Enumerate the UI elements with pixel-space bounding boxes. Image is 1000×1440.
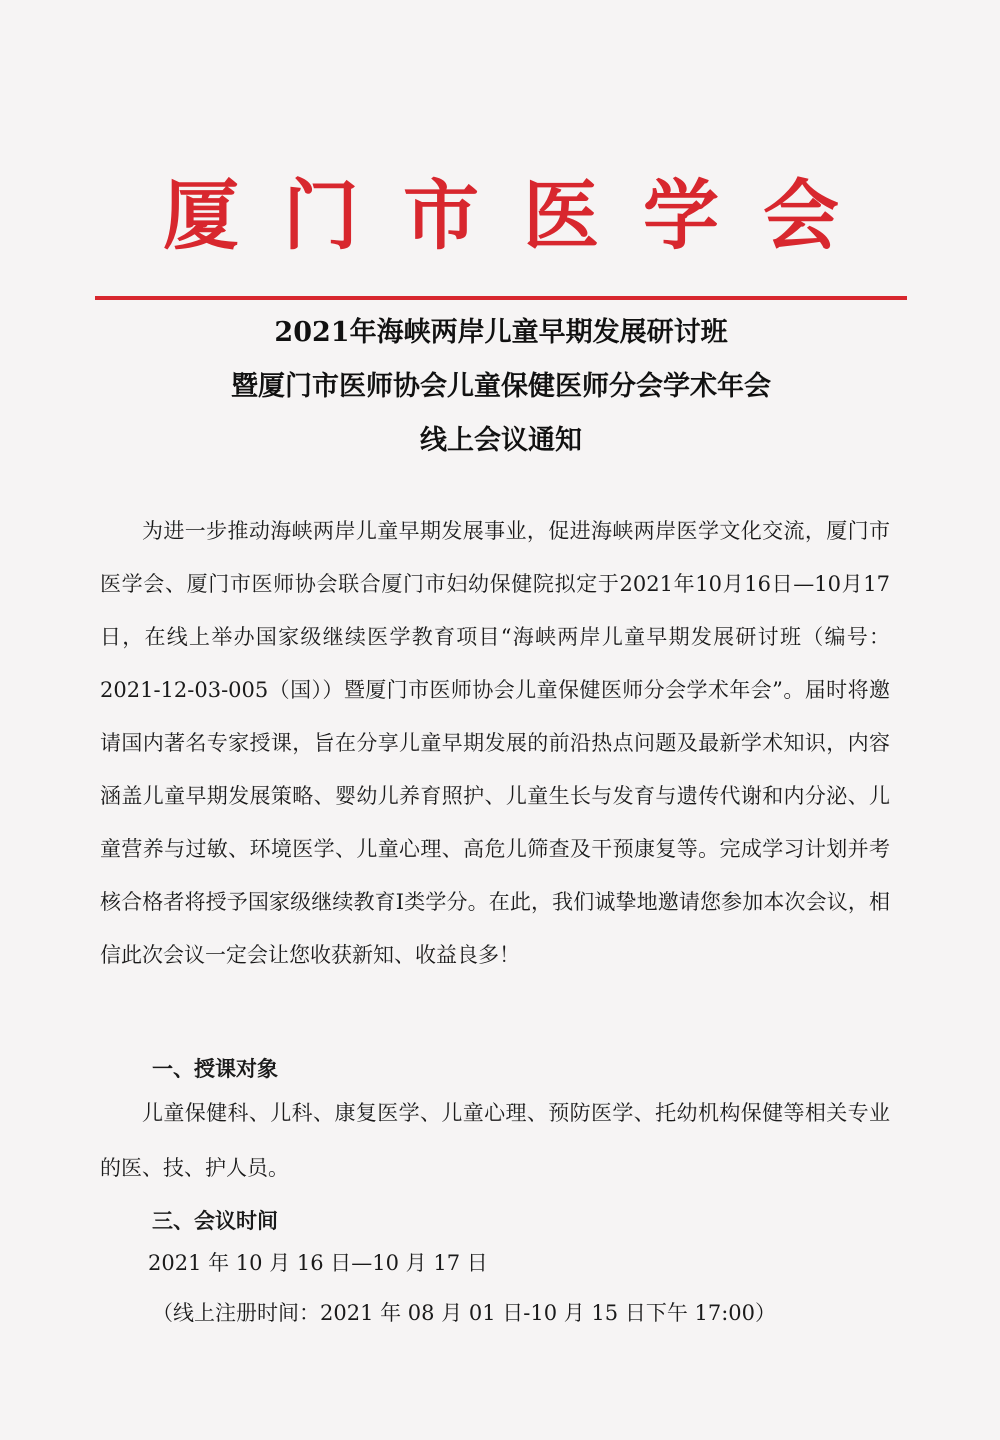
letterhead-divider <box>95 296 907 300</box>
meeting-date: 2021 年 10 月 16 日—10 月 17 日 <box>148 1251 488 1275</box>
letterhead-char: 厦 <box>163 171 239 260</box>
document-title-line-3: 线上会议通知 <box>420 425 582 456</box>
section-heading-audience: 一、授课对象 <box>152 1056 278 1081</box>
document-title-line-2: 暨厦门市医师协会儿童保健医师分会学术年会 <box>231 371 771 402</box>
intro-paragraph: 为进一步推动海峡两岸儿童早期发展事业，促进海峡两岸医学文化交流，厦门市医学会、厦门市医师协会联合厦门市妇幼保健院拟定于2021年10月16日—10月17日，在线上举办国家级继续医学教育项目“海峡两岸儿童早期发展研讨班（编号：2021-12-03-005（国））暨厦门市医师协会儿童保健医师分会学术年会”。届时将邀请国内著名专家授课，旨在分享儿童早期发展的前沿热点问题及最新学术知识，内容涵盖儿童早期发展策略、婴幼儿养育照护、儿童生长与发育与遗传代谢和内分泌、儿童营养与过敏、环境医学、儿童心理、高危儿筛查及干预康复等。完成学习计划并考核合格者将授予国家级继续教育Ⅰ类学分。在此，我们诚挚地邀请您参加本次会议，相信此次会议一定会让您收获新知、收益良多！ <box>100 519 890 967</box>
letterhead-char: 医 <box>523 171 599 260</box>
letterhead-char: 门 <box>283 171 359 260</box>
document-title-line-1: 2021年海峡两岸儿童早期发展研讨班 <box>274 317 728 348</box>
letterhead <box>95 168 907 264</box>
letterhead-char: 学 <box>643 171 719 260</box>
registration-period: （线上注册时间：2021 年 08 月 01 日-10 月 15 日下午 17:00） <box>152 1301 777 1325</box>
letterhead-char: 会 <box>763 171 839 260</box>
audience-paragraph: 儿童保健科、儿科、康复医学、儿童心理、预防医学、托幼机构保健等相关专业的医、技、护人员。 <box>100 1101 890 1180</box>
letterhead-char: 市 <box>403 171 479 260</box>
section-heading-time: 三、会议时间 <box>152 1208 278 1233</box>
